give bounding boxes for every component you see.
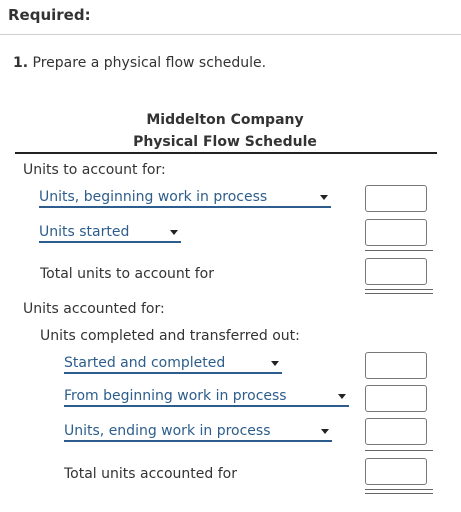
units-started-input[interactable] [365, 219, 427, 246]
chevron-down-icon [338, 394, 346, 399]
from-beginning-input[interactable] [365, 385, 427, 412]
ending-wip-select[interactable] [64, 423, 332, 442]
units-started-select[interactable] [39, 224, 181, 243]
started-completed-select-value: Started and completed [64, 355, 226, 371]
accounted-for-label: Units accounted for: [23, 301, 165, 317]
started-completed-input[interactable] [365, 352, 427, 379]
total-to-account-input[interactable] [365, 258, 427, 285]
schedule-title: Physical Flow Schedule [133, 134, 317, 150]
header-rule [15, 152, 437, 154]
divider [0, 34, 461, 35]
subtotal-rule [365, 450, 433, 451]
beginning-wip-select[interactable] [39, 189, 331, 208]
question-text [13, 55, 266, 71]
total-accounted-input[interactable] [365, 458, 427, 485]
company-name: Middelton Company [146, 112, 304, 128]
from-beginning-select[interactable] [64, 388, 349, 407]
required-heading: Required: [8, 6, 91, 24]
chevron-down-icon [170, 230, 178, 235]
total-to-account-label: Total units to account for [40, 266, 214, 282]
to-account-label: Units to account for: [23, 162, 166, 178]
total-double-rule [365, 289, 433, 294]
total-double-rule [365, 489, 433, 494]
total-accounted-label: Total units accounted for [64, 466, 237, 482]
units-started-select-value: Units started [39, 224, 130, 240]
beginning-wip-input[interactable] [365, 185, 427, 212]
started-completed-select[interactable] [64, 355, 282, 374]
beginning-wip-select-value: Units, beginning work in process [39, 189, 268, 205]
ending-wip-input[interactable] [365, 418, 427, 445]
question-number: 1. [13, 55, 29, 71]
chevron-down-icon [321, 429, 329, 434]
ending-wip-select-value: Units, ending work in process [64, 423, 271, 439]
question-body: Prepare a physical flow schedule. [32, 55, 267, 71]
chevron-down-icon [320, 195, 328, 200]
subtotal-rule [365, 250, 433, 251]
chevron-down-icon [271, 361, 279, 366]
from-beginning-select-value: From beginning work in process [64, 388, 287, 404]
completed-transferred-label: Units completed and transferred out: [40, 328, 300, 344]
